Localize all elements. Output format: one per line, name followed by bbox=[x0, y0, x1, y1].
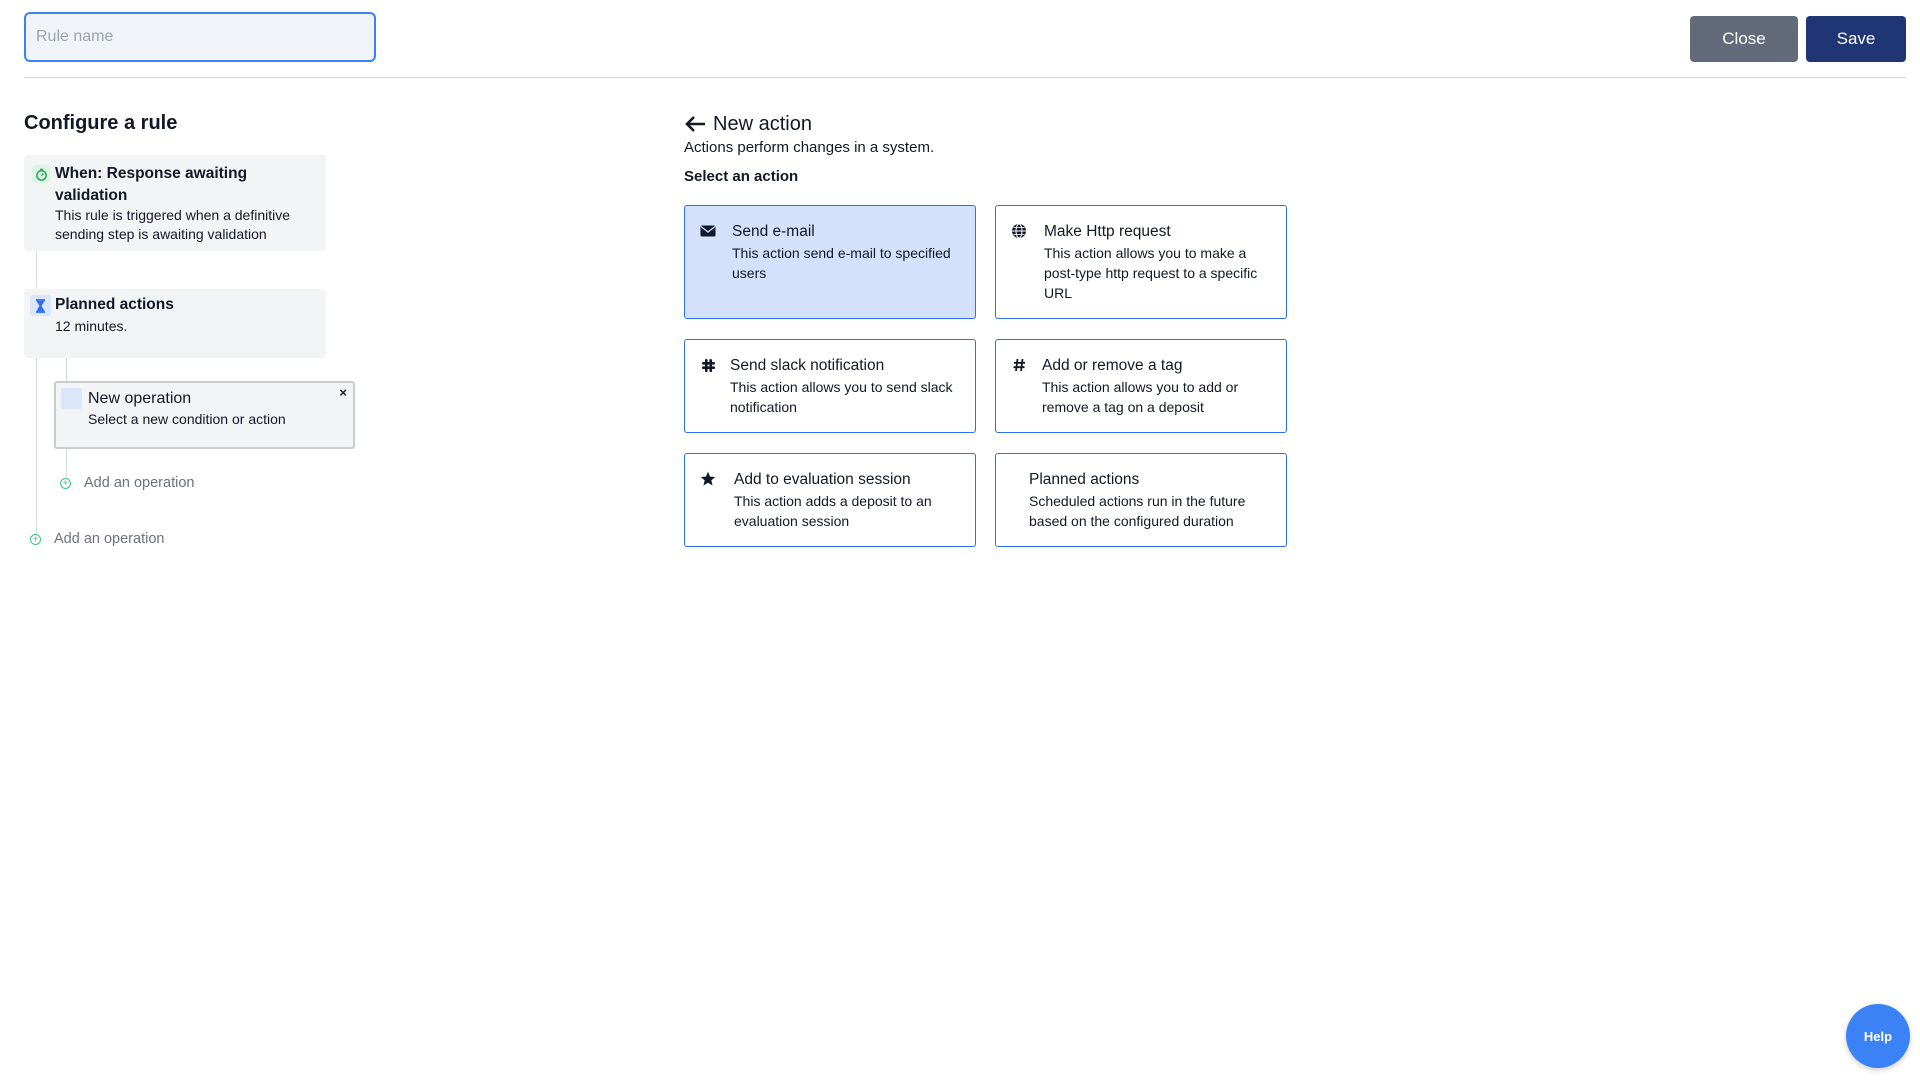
planned-actions-card[interactable] bbox=[24, 289, 326, 358]
action-title: Make Http request bbox=[1044, 223, 1171, 240]
add-operation-nested[interactable] bbox=[60, 475, 194, 491]
trigger-title: When: Response awaiting validation bbox=[55, 165, 248, 204]
action-title: Planned actions bbox=[1029, 471, 1140, 488]
action-card-planned-actions[interactable] bbox=[995, 453, 1287, 547]
close-button[interactable]: Close bbox=[1690, 16, 1798, 62]
action-title: Send e-mail bbox=[732, 223, 815, 240]
action-description: This action allows you to send slack notification bbox=[730, 379, 953, 415]
action-title: Add or remove a tag bbox=[1042, 357, 1183, 374]
section-title: Configure a rule bbox=[24, 112, 178, 134]
action-card-http-request[interactable] bbox=[995, 205, 1287, 319]
plus-circle-icon: + bbox=[60, 478, 71, 489]
action-description: This action adds a deposit to an evaluation session bbox=[734, 493, 932, 529]
panel-title: New action bbox=[713, 113, 812, 135]
action-description: This action allows you to make a post-type http request to a specific URL bbox=[1044, 245, 1258, 301]
action-card-slack-notification[interactable] bbox=[684, 339, 976, 433]
back-arrow-icon[interactable] bbox=[684, 112, 706, 141]
action-description: Scheduled actions run in the future based on the configured duration bbox=[1029, 493, 1246, 529]
action-description: This action allows you to add or remove a tag on a deposit bbox=[1042, 379, 1239, 415]
slack-icon bbox=[700, 357, 716, 373]
planned-actions-title: Planned actions bbox=[55, 296, 174, 313]
add-operation-root[interactable] bbox=[30, 531, 164, 547]
hashtag-icon bbox=[1011, 357, 1027, 373]
action-title: Add to evaluation session bbox=[734, 471, 911, 488]
plus-circle-icon: + bbox=[30, 534, 41, 545]
trigger-description: This rule is triggered when a definitive sending step is awaiting validation bbox=[55, 207, 291, 242]
new-operation-description: Select a new condition or action bbox=[88, 411, 286, 427]
star-icon bbox=[700, 471, 716, 487]
close-icon[interactable]: × bbox=[339, 385, 347, 400]
select-action-label: Select an action bbox=[684, 168, 799, 185]
new-operation-card[interactable] bbox=[54, 381, 355, 449]
globe-icon bbox=[1011, 223, 1027, 239]
header-divider bbox=[24, 77, 1906, 78]
panel-subtitle: Actions perform changes in a system. bbox=[684, 139, 935, 156]
help-button[interactable]: Help bbox=[1846, 1004, 1910, 1068]
add-operation-label: Add an operation bbox=[84, 475, 195, 491]
save-button[interactable]: Save bbox=[1806, 16, 1906, 62]
planned-actions-duration: 12 minutes. bbox=[55, 318, 128, 334]
operation-placeholder-icon bbox=[61, 388, 82, 409]
action-title: Send slack notification bbox=[730, 357, 885, 374]
action-card-evaluation-session[interactable] bbox=[684, 453, 976, 547]
hourglass-icon bbox=[30, 295, 51, 316]
new-operation-title: New operation bbox=[88, 390, 192, 407]
stopwatch-icon bbox=[32, 165, 50, 183]
rule-name-input[interactable] bbox=[24, 12, 376, 62]
add-operation-label: Add an operation bbox=[54, 531, 165, 547]
action-description: This action send e-mail to specified users bbox=[732, 245, 951, 281]
envelope-icon bbox=[700, 223, 716, 239]
action-card-send-email[interactable] bbox=[684, 205, 976, 319]
trigger-card[interactable] bbox=[24, 155, 326, 251]
action-card-tag[interactable] bbox=[995, 339, 1287, 433]
